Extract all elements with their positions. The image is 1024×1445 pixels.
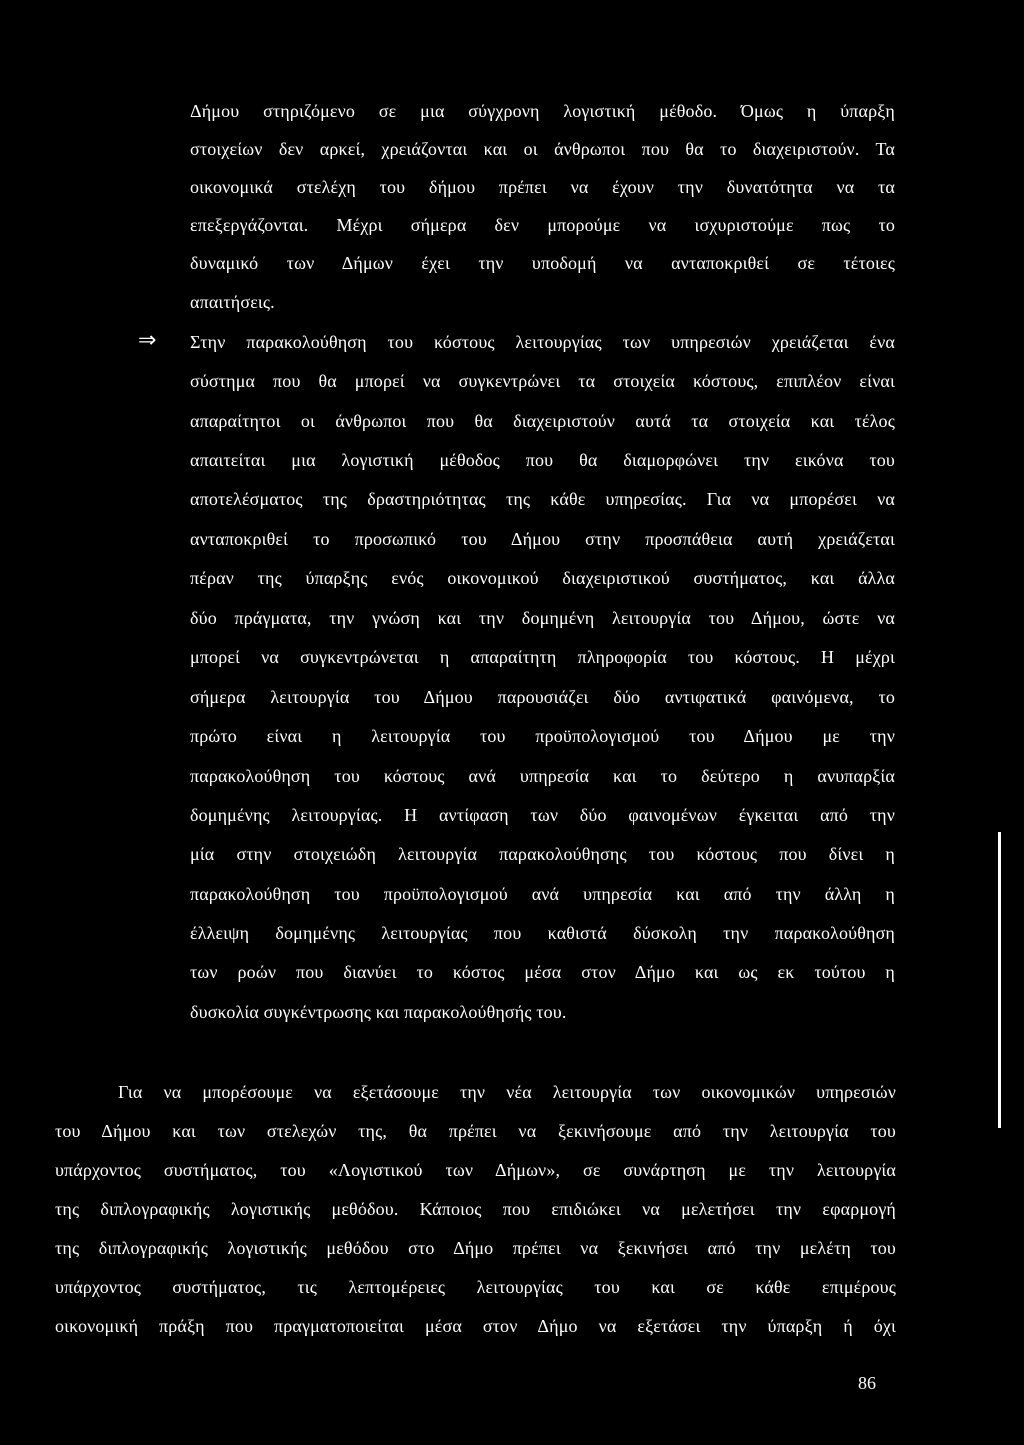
text-line: οικονομική πράξη που πραγματοποιείται μέσα στον Δήμο να εξετάσει την ύπαρξη ή όχι <box>55 1316 896 1336</box>
text-line: αποτελέσματος της δραστηριότητας της κάθε υπηρεσίας. Για να μπορέσει να <box>190 489 895 509</box>
text-line: στοιχείων δεν αρκεί, χρειάζονται και οι άνθρωποι που θα το διαχειριστούν. Τα <box>190 139 895 159</box>
text-line: μία στην στοιχειώδη λειτουργία παρακολούθησης του κόστους που δίνει η <box>190 844 895 864</box>
text-line: σύστημα που θα μπορεί να συγκεντρώνει τα στοιχεία κόστους, επιπλέον είναι <box>190 371 895 391</box>
margin-change-bar <box>998 832 1001 1128</box>
page-number: 86 <box>858 1373 876 1393</box>
text-line: πέραν της ύπαρξης ενός οικονομικού διαχειριστικού συστήματος, και άλλα <box>190 568 895 588</box>
text-line: υπάρχοντος συστήματος, τις λεπτομέρειες λειτουργίας του και σε κάθε επιμέρους <box>55 1277 896 1297</box>
text-line: οικονομικά στελέχη του δήμου πρέπει να έχουν την δυνατότητα να τα <box>190 177 895 197</box>
text-line: δύο πράγματα, την γνώση και την δομημένη λειτουργία του Δήμου, ώστε να <box>190 608 895 628</box>
text-line: ανταποκριθεί το προσωπικό του Δήμου στην προσπάθεια αυτή χρειάζεται <box>190 529 895 549</box>
text-line: δυναμικό των Δήμων έχει την υποδομή να ανταποκριθεί σε τέτοιες <box>190 253 895 273</box>
text-line: Στην παρακολούθηση του κόστους λειτουργίας των υπηρεσιών χρειάζεται ένα <box>190 332 895 352</box>
text-line: έλλειψη δομημένης λειτουργίας που καθιστά δύσκολη την παρακολούθηση <box>190 923 895 943</box>
text-line: υπάρχοντος συστήματος, του «Λογιστικού των Δήμων», σε συνάρτηση με την λειτουργία <box>55 1160 896 1180</box>
text-line: απαιτείται μια λογιστική μέθοδος που θα διαμορφώνει την εικόνα του <box>190 450 895 470</box>
text-line: μπορεί να συγκεντρώνεται η απαραίτητη πληροφορία του κόστους. Η μέχρι <box>190 647 895 667</box>
text-line: Δήμου στηριζόμενο σε μια σύγχρονη λογιστική μέθοδο. Όμως η ύπαρξη <box>190 101 895 121</box>
text-line: παρακολούθηση του προϋπολογισμού ανά υπηρεσία και από την άλλη η <box>190 884 895 904</box>
text-line: δυσκολία συγκέντρωσης και παρακολούθησής του. <box>190 1002 567 1022</box>
right-double-arrow-icon: ⇒ <box>138 328 157 353</box>
text-line: της διπλογραφικής λογιστικής μεθόδου στο Δήμο πρέπει να ξεκινήσει από την μελέτη του <box>55 1238 896 1258</box>
text-line: πρώτο είναι η λειτουργία του προϋπολογισμού του Δήμου με την <box>190 726 895 746</box>
text-line: του Δήμου και των στελεχών της, θα πρέπει να ξεκινήσουμε από την λειτουργία του <box>55 1121 896 1141</box>
text-line: των ροών που διανύει το κόστος μέσα στον Δήμο και ως εκ τούτου η <box>190 962 895 982</box>
text-line: σήμερα λειτουργία του Δήμου παρουσιάζει δύο αντιφατικά φαινόμενα, το <box>190 687 895 707</box>
text-line: απαραίτητοι οι άνθρωποι που θα διαχειριστούν αυτά τα στοιχεία και τέλος <box>190 411 895 431</box>
text-line: παρακολούθηση του κόστους ανά υπηρεσία και το δεύτερο η ανυπαρξία <box>190 766 895 786</box>
text-line: δομημένης λειτουργίας. Η αντίφαση των δύο φαινομένων έγκειται από την <box>190 805 895 825</box>
text-line: επεξεργάζονται. Μέχρι σήμερα δεν μπορούμε να ισχυριστούμε πως το <box>190 215 895 235</box>
text-line: Για να μπορέσουμε να εξετάσουμε την νέα λειτουργία των οικονομικών υπηρεσιών <box>118 1082 896 1102</box>
text-line: της διπλογραφικής λογιστικής μεθόδου. Κάποιος που επιδιώκει να μελετήσει την εφαρμογή <box>55 1199 896 1219</box>
text-line: απαιτήσεις. <box>190 292 275 312</box>
